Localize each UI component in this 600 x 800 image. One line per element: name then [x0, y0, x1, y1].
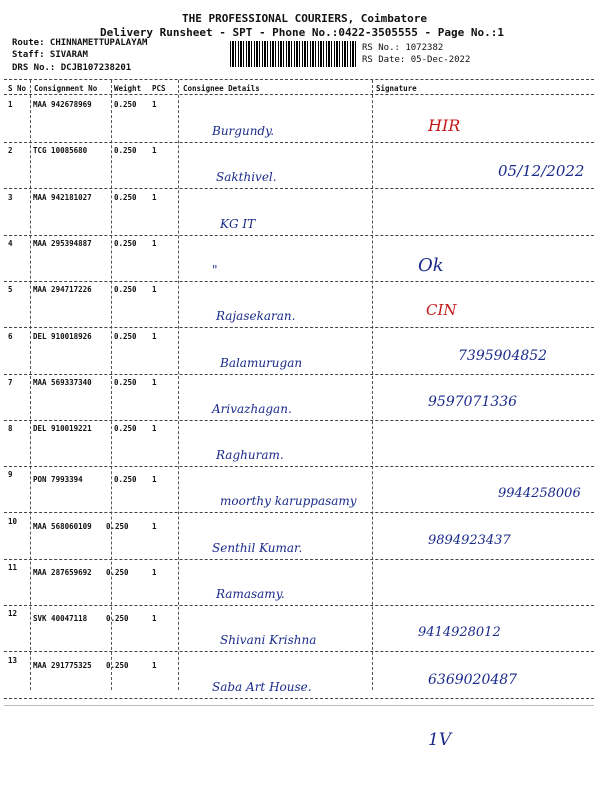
row-sno: 4 [8, 238, 13, 248]
row-pcs: 1 [152, 377, 157, 387]
column-rule [30, 80, 31, 690]
row-pcs: 1 [152, 100, 157, 109]
row-weight: 0.250 [106, 660, 129, 670]
barcode [230, 41, 356, 67]
row-consignment-no: MAA 294717226 [33, 285, 92, 295]
row-divider [4, 281, 594, 282]
row-pcs: 1 [152, 614, 157, 624]
row-signature: 9597071336 [428, 393, 518, 410]
row-sno: 3 [8, 192, 13, 202]
row-signature: 9944258006 [498, 486, 581, 502]
row-weight: 0.250 [114, 377, 137, 387]
row-pcs: 1 [152, 660, 157, 670]
row-weight: 0.250 [114, 331, 137, 341]
row-consignee: Arivazhagan. [212, 401, 292, 416]
row-consignment-no: MAA 942678969 [33, 100, 92, 109]
col-header-signature: Signature [376, 84, 417, 93]
row-consignment-no: MAA 287659692 [33, 568, 92, 577]
row-weight: 0.250 [114, 424, 137, 434]
runsheet-title: Delivery Runsheet - SPT - Phone No.:0422-3505555 - Page No.:1 [100, 26, 504, 39]
row-consignment-no: TCG 10085680 [33, 146, 88, 156]
row-pcs: 1 [152, 568, 157, 577]
column-rule [372, 80, 373, 690]
row-signature: Ok [418, 254, 444, 276]
company-title: THE PROFESSIONAL COURIERS, Coimbatore [182, 12, 428, 25]
row-divider [4, 605, 594, 606]
row-consignee: " [212, 262, 218, 277]
col-header-weight: Weight [114, 84, 142, 93]
col-header-sno: S No [8, 84, 27, 93]
row-divider [4, 420, 594, 421]
row-sno: 12 [8, 609, 18, 619]
row-weight: 0.250 [106, 521, 129, 531]
column-rule [178, 80, 179, 690]
row-consignment-no: MAA 291775325 [33, 660, 92, 670]
row-weight: 0.250 [106, 568, 129, 577]
row-pcs: 1 [152, 424, 157, 434]
row-consignment-no: PON 7993394 [33, 475, 83, 485]
row-consignee: KG IT [220, 216, 256, 231]
row-sno: 11 [8, 563, 18, 572]
row-sno: 5 [8, 285, 13, 295]
row-weight: 0.250 [114, 475, 137, 485]
row-weight: 0.250 [114, 238, 137, 248]
row-sno: 9 [8, 470, 13, 480]
row-consignment-no: DEL 910018926 [33, 331, 92, 341]
row-sno: 8 [8, 424, 13, 434]
row-consignment-no: SVK 40047118 [33, 614, 88, 624]
row-consignee: Shivani Krishna [220, 633, 317, 648]
row-consignee: moorthy karuppasamy [220, 494, 357, 509]
row-divider [4, 142, 594, 143]
row-sno: 13 [8, 655, 18, 665]
row-consignment-no: MAA 568060109 [33, 521, 92, 531]
row-signature: 7395904852 [458, 347, 548, 364]
row-consignee: Balamurugan [220, 355, 303, 370]
row-weight: 0.250 [114, 192, 137, 202]
row-consignment-no: MAA 942181027 [33, 192, 92, 202]
row-signature: 05/12/2022 [498, 162, 585, 181]
row-pcs: 1 [152, 238, 157, 248]
row-consignee: Rajasekaran. [216, 309, 296, 324]
row-signature: 9894923437 [428, 532, 511, 548]
row-consignment-no: MAA 569337340 [33, 377, 92, 387]
row-divider [4, 466, 594, 467]
row-pcs: 1 [152, 331, 157, 341]
row-weight: 0.250 [114, 285, 137, 295]
route-label: Route: CHINNAMETTUPALAYAM [12, 38, 148, 48]
column-rule [111, 80, 112, 690]
staff-label: Staff: SIVARAM [12, 50, 88, 60]
rs-date: RS Date: 05-Dec-2022 [362, 55, 471, 65]
row-consignment-no: MAA 295394887 [33, 238, 92, 248]
row-weight: 0.250 [114, 146, 137, 156]
footer-mark: 1V [428, 730, 452, 750]
row-consignee: Ramasamy. [216, 587, 285, 601]
row-weight: 0.250 [114, 100, 137, 109]
col-header-consignee: Consignee Details [183, 84, 260, 93]
row-signature: 9414928012 [418, 625, 501, 641]
row-sno: 2 [8, 146, 13, 156]
row-divider [4, 374, 594, 375]
rs-number: RS No.: 1072382 [362, 43, 444, 53]
row-signature: HIR [428, 116, 461, 135]
drs-number: DRS No.: DCJB107238201 [12, 63, 132, 73]
col-header-pcs: PCS [152, 84, 166, 93]
row-pcs: 1 [152, 521, 157, 531]
row-pcs: 1 [152, 285, 157, 295]
row-consignee: Raghuram. [216, 448, 284, 463]
page-end-rule [4, 705, 594, 706]
col-header-consignment: Consignment No [34, 84, 98, 93]
table-top-rule [4, 79, 594, 80]
row-divider [4, 512, 594, 513]
row-consignee: Sakthivel. [216, 170, 277, 185]
row-sno: 6 [8, 331, 13, 341]
row-weight: 0.250 [106, 614, 129, 624]
row-divider [4, 235, 594, 236]
row-pcs: 1 [152, 192, 157, 202]
row-consignee: Saba Art House. [212, 679, 312, 694]
row-consignee: Burgundy. [212, 124, 275, 138]
row-sno: 7 [8, 377, 13, 387]
row-sno: 1 [8, 100, 13, 109]
row-divider [4, 188, 594, 189]
header-bottom-rule [4, 94, 594, 95]
row-consignment-no: DEL 910019221 [33, 424, 92, 434]
row-pcs: 1 [152, 475, 157, 485]
row-sno: 10 [8, 516, 18, 526]
row-pcs: 1 [152, 146, 157, 156]
row-consignee: Senthil Kumar. [212, 540, 303, 555]
row-divider [4, 651, 594, 652]
row-divider [4, 698, 594, 699]
row-divider [4, 327, 594, 328]
row-signature: 6369020487 [428, 671, 518, 688]
row-signature: CIN [426, 301, 457, 320]
row-divider [4, 559, 594, 560]
